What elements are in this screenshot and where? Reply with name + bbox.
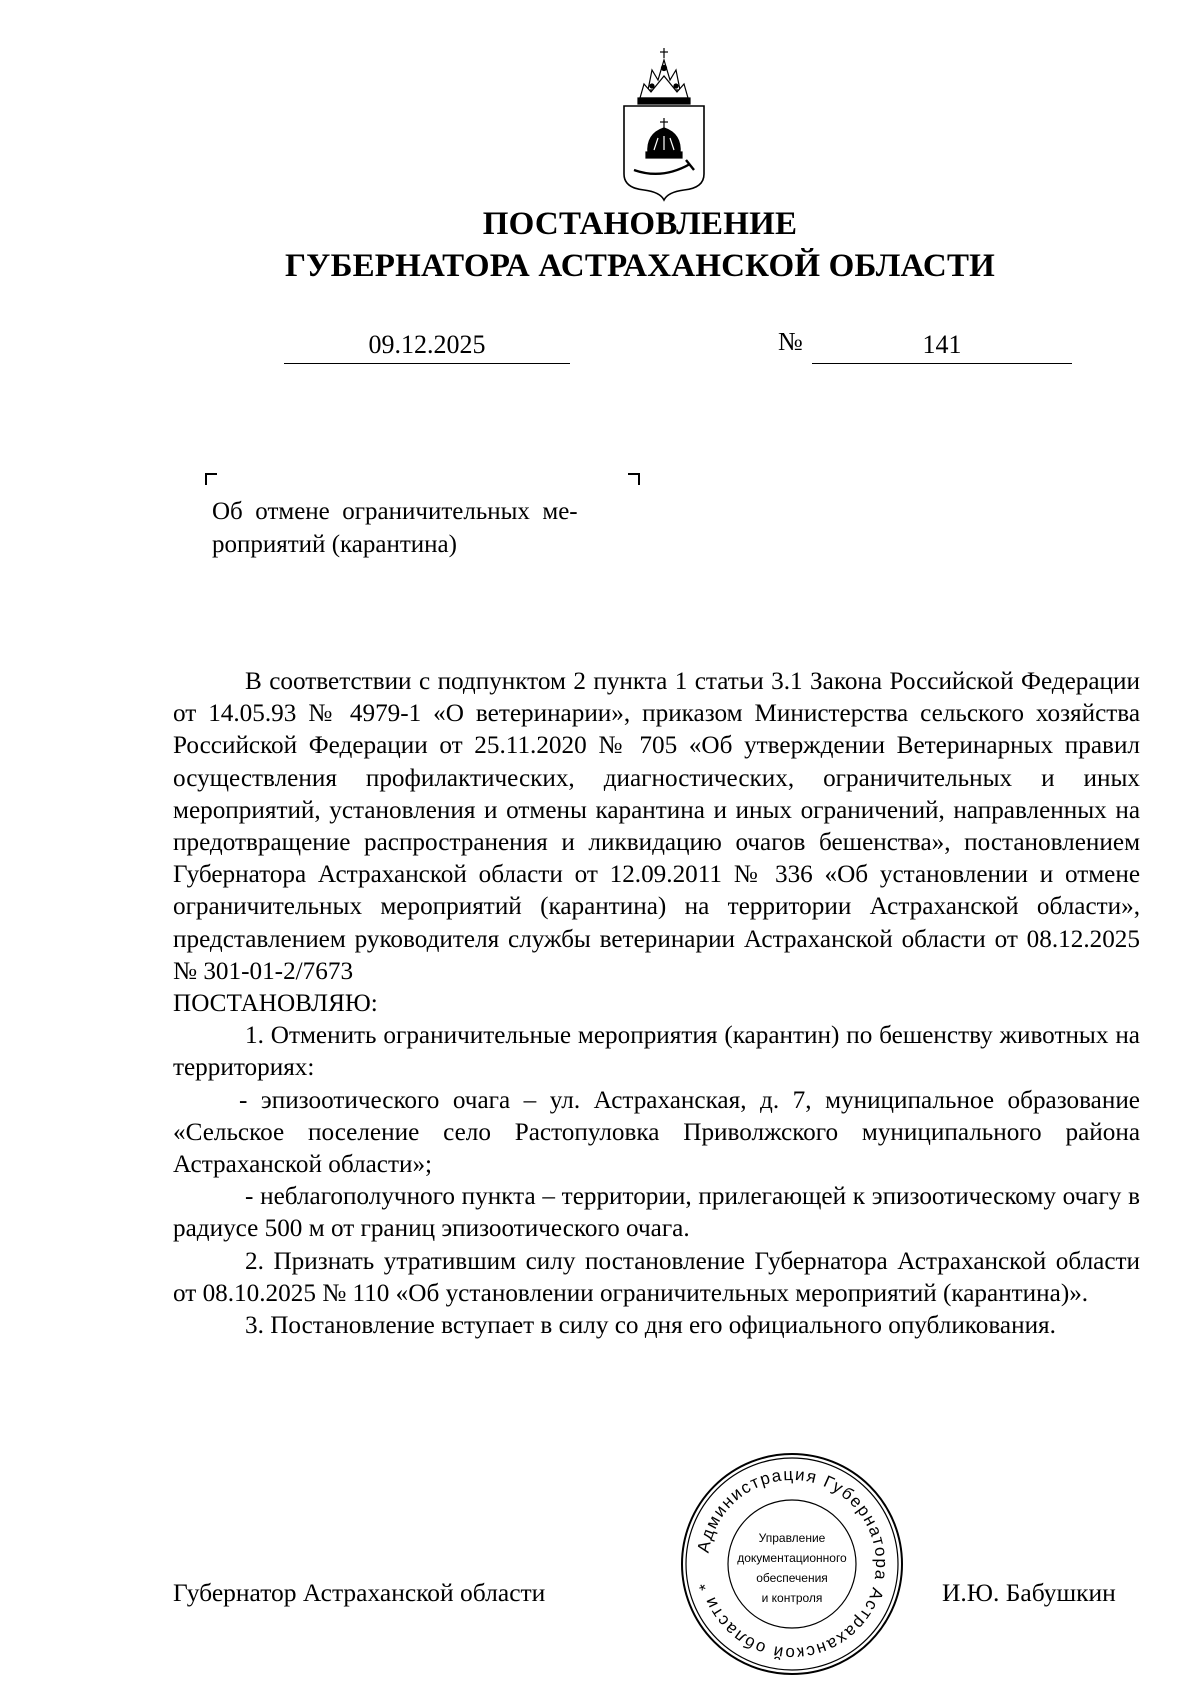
document-date: 09.12.2025 — [284, 329, 570, 364]
preamble-line: Астраханской области от 08.12.2025 № 301-01-2/7673 — [173, 925, 1140, 985]
official-stamp — [678, 1450, 906, 1678]
preamble-line: сельского хозяйства Российской Федерации от 25.11.2020 № 705 «Об — [173, 700, 1141, 760]
stamp-center-line: обеспечения — [756, 1571, 828, 1585]
stamp-center-line: и контроля — [761, 1591, 823, 1605]
preamble-line: диагностических, ограничительных и иных мероприятий, установления и — [173, 764, 1140, 824]
preamble-line: отмене ограничительных мероприятий (карантина) на территории — [173, 861, 1140, 921]
document-title: ПОСТАНОВЛЕНИЕ — [482, 206, 798, 242]
stamp-ring-text: Администрация Губернатора Астраханской области * — [693, 1464, 892, 1664]
subject-line: роприятий (карантина) — [212, 531, 457, 558]
item-2: 2. Признать утратившим силу постановление Губернатора Астраханской области от 08.10.2025 № 110 «Об установлении ограничительных мероприятий (карантина)». — [173, 1247, 1140, 1307]
preamble-line: В соответствии с подпунктом 2 пункта 1 статьи 3.1 Закона Российской — [245, 668, 1022, 695]
subject-corner-right — [628, 473, 640, 485]
subject-line: Об отмене ограничительных ме- — [212, 498, 578, 525]
document-subject — [212, 495, 642, 561]
document-number: 141 — [812, 329, 1072, 364]
signatory-name: И.Ю. Бабушкин — [942, 1578, 1116, 1607]
decree-word: ПОСТАНОВЛЯЮ: — [173, 990, 378, 1018]
subject-corner-left — [205, 473, 217, 485]
preamble-line: Федерации от 14.05.93 № 4979-1 «О ветеринарии», приказом Министерства — [173, 668, 1140, 728]
preamble-line: Астраханской области», представлением руководителя службы ветеринарии — [173, 893, 1140, 953]
item-1-bullet-2: - неблагополучного пункта – территории, прилегающей к эпизоотическому очагу в радиусе 500 м от границ эпизоотического очага. — [173, 1183, 1140, 1243]
preamble-line: отмены карантина и иных ограничений, направленных на предотвращение — [173, 796, 1140, 857]
stamp-center-line: Управление — [758, 1531, 826, 1545]
stamp-center-line: документационного — [737, 1551, 847, 1565]
signatory-position: Губернатор Астраханской области — [173, 1578, 546, 1607]
item-1-bullet-1: - эпизоотического очага – ул. Астраханская, д. 7, муниципальное образование «Сельское поселение село Растопуловка Приволжского муниципального района Астраханской области»; — [173, 1086, 1140, 1179]
document-body — [173, 666, 1140, 1342]
coat-of-arms-emblem — [618, 46, 710, 202]
document-issuer: ГУБЕРНАТОРА АСТРАХАНСКОЙ ОБЛАСТИ — [284, 248, 996, 284]
preamble-line: утверждении Ветеринарных правил осуществления профилактических, — [173, 732, 1140, 792]
preamble-line: распространения и ликвидацию очагов бешенства», постановлением — [364, 829, 1141, 857]
number-sign: № — [778, 327, 803, 356]
preamble-line: Губернатора Астраханской области от 12.09.2011 № 336 «Об установлении и — [173, 861, 1065, 889]
preamble-paragraph — [173, 666, 1140, 988]
item-3: 3. Постановление вступает в силу со дня его официального опубликования. — [245, 1312, 1056, 1340]
item-1: 1. Отменить ограничительные мероприятия (карантин) по бешенству животных на территориях: — [173, 1022, 1140, 1082]
